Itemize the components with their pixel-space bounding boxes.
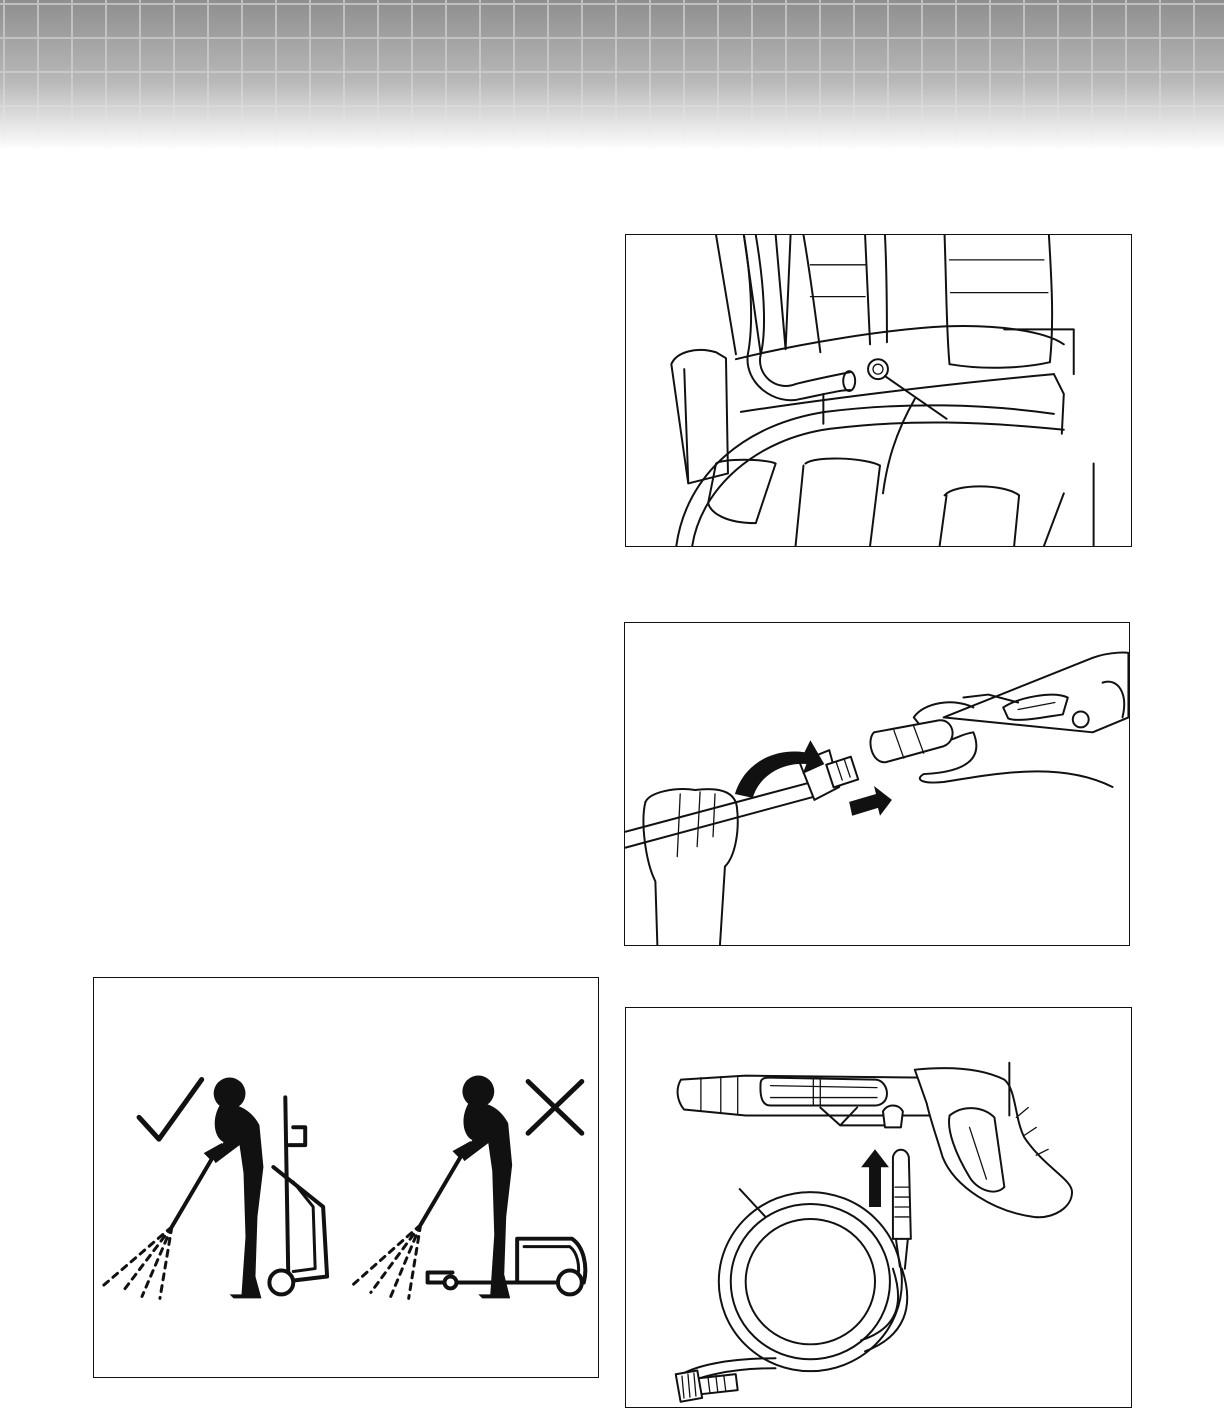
cross-icon (528, 1081, 582, 1133)
wand-to-gun-illustration (625, 623, 1129, 945)
correct-posture-figure (102, 1078, 327, 1299)
figure-inlet-connection (625, 234, 1132, 547)
gun-and-hose-illustration (626, 1008, 1131, 1407)
figure-gun-and-hose (625, 1007, 1132, 1408)
header-band (0, 0, 1224, 150)
figure-posture-comparison (93, 977, 599, 1378)
posture-comparison-illustration (94, 978, 598, 1377)
check-icon (139, 1079, 202, 1139)
callout-line-inlet (885, 376, 947, 419)
inlet-connection-illustration (626, 235, 1131, 546)
figure-wand-to-gun (624, 622, 1130, 946)
